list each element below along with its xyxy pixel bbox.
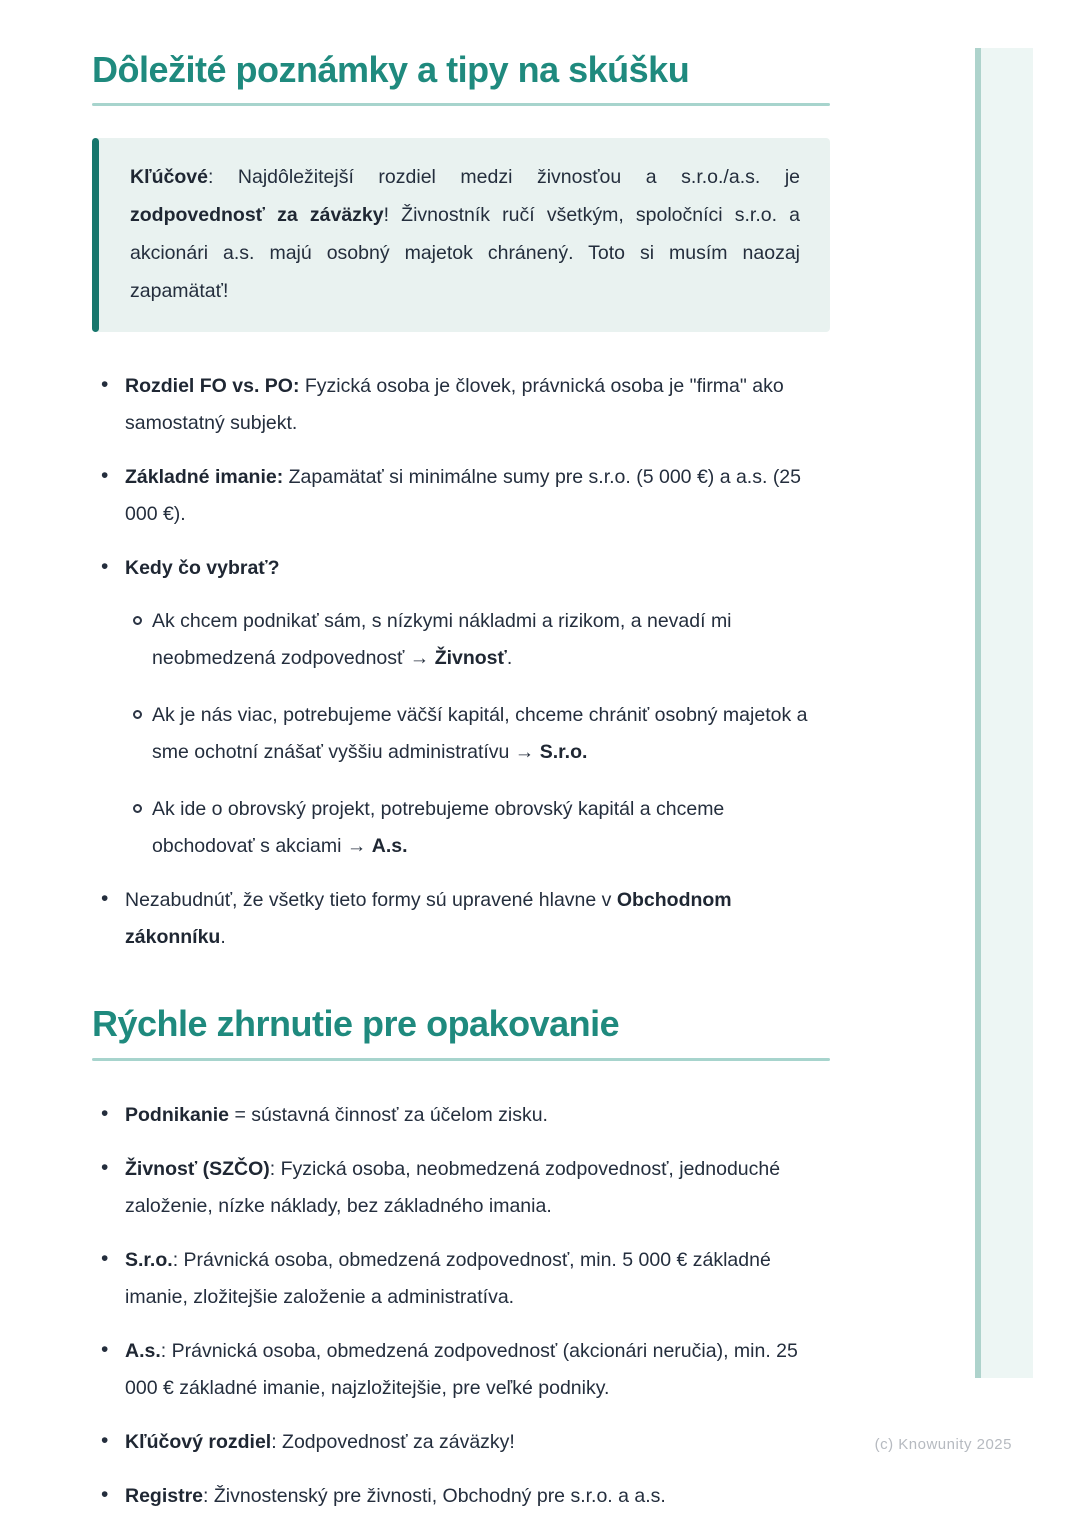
item-label: Rozdiel FO vs. PO:	[125, 375, 300, 398]
sublist-item	[125, 697, 830, 771]
list-item	[92, 1424, 830, 1461]
callout-text-rest: ! Živnostník ručí všetkým, spoločníci s.r.o. a akcionári a.s. majú osobný majetok chránený. Toto si musím naozaj zapamätať!	[130, 204, 800, 303]
subitem-text: Ak chcem podnikať sám, s nízkymi nákladmi a rizikom, a nevadí mi neobmedzená zodpovednosť →	[152, 610, 732, 670]
item-label: Podnikanie	[125, 1103, 230, 1126]
list-item	[92, 882, 830, 956]
list-item	[92, 1333, 830, 1407]
bullet-icon: •	[101, 555, 109, 579]
item-label: Základné imanie:	[125, 466, 284, 489]
item-text: Zapamätať si minimálne sumy pre s.r.o. (5 000 €) a a.s. (25 000 €).	[125, 466, 801, 526]
item-label: Živnosť (SZČO)	[125, 1157, 270, 1180]
subitem-bold: A.s.	[371, 835, 408, 858]
bullet-icon: •	[101, 464, 109, 488]
item-text: : Zodpovednosť za záväzky!	[271, 1430, 515, 1453]
summary-list	[92, 1097, 830, 1515]
list-item	[92, 1242, 830, 1316]
circle-bullet-icon	[133, 804, 142, 813]
item-text: Nezabudnúť, že všetky tieto formy sú upravené hlavne v	[125, 889, 617, 912]
item-bold-end: Obchodnom zákonníku	[125, 889, 732, 949]
item-after: .	[220, 926, 226, 949]
subitem-bold: S.r.o.	[539, 741, 588, 764]
section-title-notes: Dôležité poznámky a tipy na skúšku	[92, 49, 690, 90]
list-item	[92, 1151, 830, 1225]
item-label: Kedy čo vybrať?	[125, 557, 280, 580]
circle-bullet-icon	[133, 616, 142, 625]
list-item	[92, 368, 830, 442]
subitem-text: Ak je nás viac, potrebujeme väčší kapitál, chceme chrániť osobný majetok a sme ochotní znášať vyššiu administratívu →	[152, 704, 808, 764]
bullet-icon: •	[101, 1482, 109, 1506]
page-edge-strip	[975, 48, 1033, 1378]
subitem-text: Ak ide o obrovský projekt, potrebujeme obrovský kapitál a chceme obchodovať s akciami →	[152, 798, 725, 858]
subitem-bold: Živnosť	[434, 647, 507, 670]
title-underline	[92, 1058, 830, 1061]
bullet-icon: •	[101, 887, 109, 911]
bullet-icon: •	[101, 1155, 109, 1179]
page-content	[92, 0, 830, 1528]
item-text: : Právnická osoba, obmedzená zodpovednosť (akcionári neručia), min. 25 000 € základné imanie, najzložitejšie, pre veľké podniky.	[125, 1339, 798, 1399]
item-text: = sústavná činnosť za účelom zisku.	[229, 1103, 548, 1126]
list-item	[92, 1097, 830, 1134]
item-label: A.s.	[125, 1339, 161, 1362]
choice-sublist	[125, 603, 830, 865]
key-callout-box	[92, 138, 830, 332]
list-item	[92, 459, 830, 533]
callout-bold-lead: Kľúčové	[130, 166, 208, 189]
callout-bold-mid: zodpovednosť za záväzky	[130, 204, 384, 227]
bullet-icon: •	[101, 1428, 109, 1452]
item-label: S.r.o.	[125, 1248, 173, 1271]
subitem-after: .	[506, 647, 513, 670]
title-underline	[92, 103, 830, 106]
item-text: Fyzická osoba je človek, právnická osoba je "firma" ako samostatný subjekt.	[125, 375, 784, 435]
item-text: : Právnická osoba, obmedzená zodpovednosť, min. 5 000 € základné imanie, zložitejšie založenie a administratíva.	[125, 1248, 771, 1308]
item-text: : Živnostenský pre živnosti, Obchodný pre s.r.o. a a.s.	[203, 1484, 666, 1507]
bullet-icon: •	[101, 1246, 109, 1270]
sublist-item	[125, 603, 830, 677]
callout-accent-bar	[92, 138, 99, 332]
circle-bullet-icon	[133, 710, 142, 719]
item-label: Registre	[125, 1484, 204, 1507]
item-label: Kľúčový rozdiel	[125, 1430, 272, 1453]
list-item	[92, 550, 830, 865]
item-text: : Fyzická osoba, neobmedzená zodpovednosť, jednoduché založenie, nízke náklady, bez základného imania.	[125, 1157, 781, 1217]
notes-list	[92, 368, 830, 956]
bullet-icon: •	[101, 1101, 109, 1125]
copyright-footer: (c) Knowunity 2025	[874, 1436, 1012, 1453]
list-item	[92, 1478, 830, 1515]
bullet-icon: •	[101, 373, 109, 397]
callout-text-mid: : Najdôležitejší rozdiel medzi živnosťou a s.r.o./a.s. je	[207, 166, 800, 189]
bullet-icon: •	[101, 1337, 109, 1361]
section-title-summary: Rýchle zhrnutie pre opakovanie	[92, 1003, 620, 1045]
sublist-item	[125, 791, 830, 865]
